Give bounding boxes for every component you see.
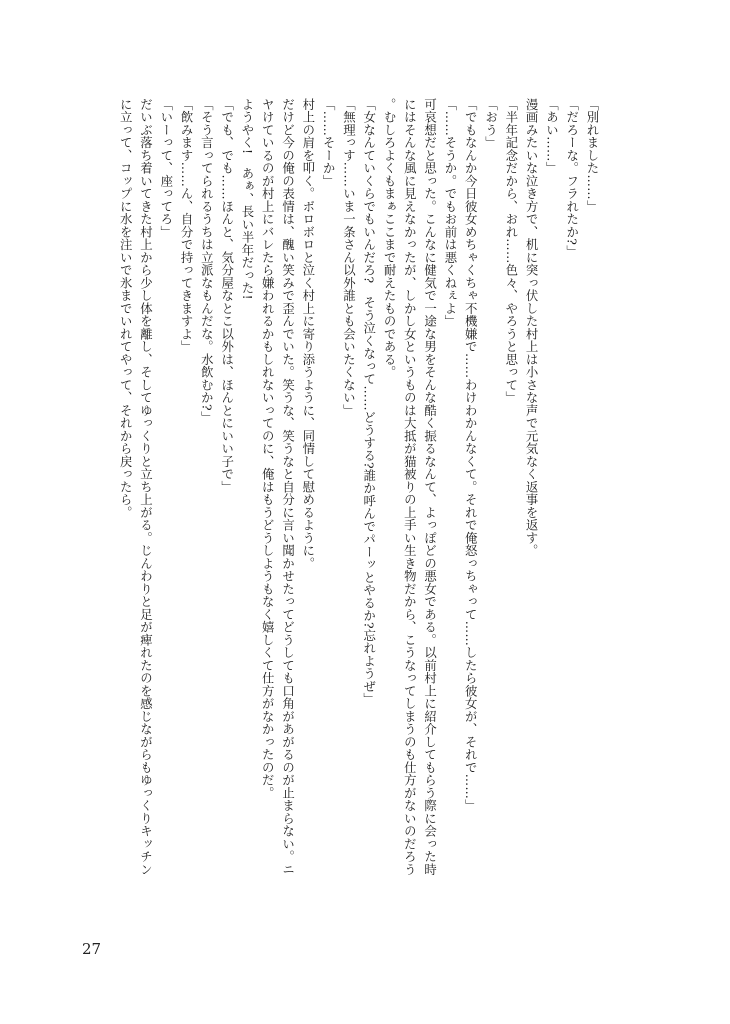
text-line: 可哀想だと思った。こんなに健気で一途な男をそんな酷く振るなんて、よっぽどの悪女である。以前村上に紹介してもらう際に会った時にはそんな風に見えなかったが、しかし女というものは大抵が猫被りの上手い生き物だから、こうなってしまうのも仕方がないのだろう。むしろよくもまぁここまで耐えたものである。 [382,98,438,876]
text-line: 「半年記念だから、おれ……色々、やろうと思って」 [503,98,519,404]
text-line: 「女なんていくらでもいんだろ? そう泣くなって……どうする?誰か呼んでパーッとやるか?忘れようぜ」 [361,98,377,706]
text-line: 「……そーか」 [321,98,337,188]
text-line: 「……そうか。でもお前は悪くねぇよ」 [442,98,458,328]
text-line: 漫画みたいな泣き方で、机に突っ伏した村上は小さな声で元気なく返事を返す。 [524,98,540,557]
text-line: 「おう」 [483,98,499,149]
text-line: 「飲みます……ん、自分で持ってきますよ」 [179,98,195,353]
vertical-text-body [118,98,602,888]
text-line: 村上の肩を叩く。ボロボロと泣く村上に寄り添うように、同情して慰めるように。 [300,98,316,570]
text-line: 「あい……」 [544,98,560,175]
text-line: 「そう言ってられるうちは立派なもんだな。水飲むか?」 [199,98,215,424]
text-line: 「でもなんか今日彼女めちゃくちゃ不機嫌で……わけわかんなくて。それで俺怒っちゃって……したら彼女が、それで……」 [463,98,479,812]
text-line: だいぶ落ち着いてきた村上から少し体を離し、そしてゆっくりと立ち上がる。じんわりと足が痺れたのを感じながらもゆっくりキッチンに立って、コップに水を注いで氷までいれてやって、それから戻ったら。 [118,98,154,876]
text-line: 「いーって、座ってろ」 [158,98,174,239]
text-line: 「だろーな。フラれたか?」 [564,98,580,258]
text-line: 「でも、でも……ほんと、気分屋なとこ以外は、ほんとにいい子で」 [219,98,235,494]
text-line: 「無理っす……いま一条さん以外誰とも会いたくない」 [341,98,357,417]
text-line: だけど今の俺の表情は、醜い笑みで歪んでいた。笑うな、笑うなと自分に言い聞かせたってどうしても口角があがるのが止まらない。ニヤけているのが村上にバレたら嫌われるかもしれないってのに、俺はもうどうしようもなく嬉しくて仕方がなかったのだ。 [260,98,296,876]
page-number: 27 [82,940,102,958]
text-line: 「別れました……」 [585,98,600,213]
text-line: ようやく! あぁ、長い半年だった! [239,98,255,300]
